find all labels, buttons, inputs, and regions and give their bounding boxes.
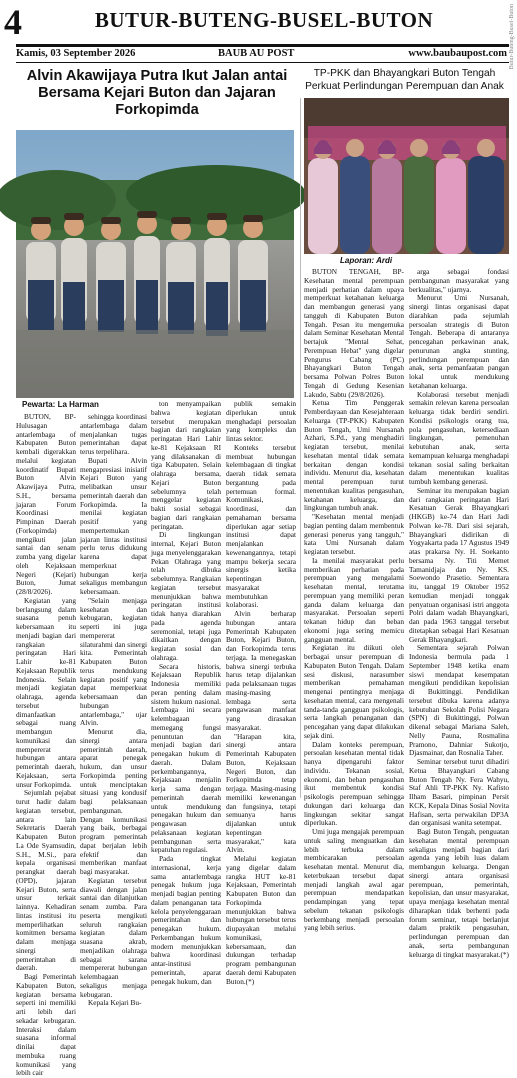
paragraph: Kegiatan yang berlangsung dalam suasana penuh kebersamaan itu menjadi bagian dari rangkaian peringatan Hari Lahir ke-81 Kejaksaan Republik Indonesia. Selain menjadi kegiatan olahraga, agenda tersebut dimanfaatkan sebagai ruang membangun komunikasi dan mempererat hubungan antara pemerintah daerah, Kejaksaan, serta unsur Forkopimda. — [16, 595, 76, 789]
right-article-headline: TP-PKK dan Bhayangkari Buton Tengah Perkuat Perlindungan Perempuan dan Anak — [305, 68, 504, 92]
paragraph: Bupati Alvin mengapresiasi inisiatif Kejari Buton yang melibatkan unsur pemerintah daerah dan Forkopimda. Ia menilai kegiatan positif yang mempertemukan jajaran lintas institusi perlu terus didukung karena dapat memperkuat hubungan kerja sekaligus membangun kebersamaan. — [80, 455, 147, 596]
paragraph: Seminar tersebut turut dihadiri Ketua Bhayangkari Cabang Buton Tengah Ny. Fera Wahyu, Staf Ahli TP-PKK Ny. Kafisto Ilham Basari, pimpinan Persit KCK, Kepala Dinas Sosial Novita Hafisan, serta perwakilan DP3A dan organisasi wanita setempat. — [409, 757, 509, 828]
paragraph: "Kesehatan mental menjadi bagian penting dalam membentuk generasi penerus yang tangguh," kata Umi Nursanah dalam kegiatan tersebut. — [304, 512, 404, 556]
paragraph: Bagi Buton Tengah, penguatan kesehatan mental perempuan sekaligus menjadi bagian dari agenda yang lebih luas dalam membangun keluarga. Dengan sinergi antara organisasi perempuan, pemerintah, kepolisian, dan unsur masyarakat, upaya menjaga kesehatan mental diharapkan tidak berhenti pada forum seminar, tetapi berlanjut dalam praktik pengasuhan, perlindungan perempuan dan anak, serta pembangunan keluarga di tingkat masyarakat.(*) — [409, 827, 509, 959]
masthead-rule-top — [16, 44, 509, 47]
left-article-photo — [16, 130, 294, 398]
column-divider-1 — [300, 98, 301, 798]
paragraph: Sementara sejarah Polwan Indonesia bermula pada 1 September 1948 ketika enam siswi mendapat kesempatan mengikuti pendidikan kepolisian di Bukittinggi. Pendidikan tersebut dibuka karena adanya kebutuhan Sekolah Polisi Negara (SPN) di Bukittinggi, Polwan dikenal sebagai Mariana Saleh, Nelly Pauna, Rosmalina Pramono, Dahniar Sukotjo, Djasmainar, dan Rosnalia Taher. — [409, 643, 509, 758]
paragraph: Sejumlah pejabat turut hadir dalam kegiatan tersebut, antara lain Sekretaris Daerah Kabupaten Buton La Ode Syamsudin, S.H., M.Si., para kepala organisasi perangkat daerah (OPD), jajaran Kejari Buton, serta unsur terkait lainnya. Kehadiran lintas institusi itu memperlihatkan komitmen bersama dalam menjaga sinergi pemerintahan di daerah. — [16, 788, 76, 973]
paragraph: Di lingkungan internal, Kejari Buton juga menyelenggarakan Pekan Olahraga yang telah dibuka sebelumnya. Rangkaian kegiatan tersebut menunjukkan bahwa peringatan institusi tidak hanya diarahkan pada agenda seremonial, tetapi juga dikaitkan dengan kegiatan sosial dan olahraga. — [151, 530, 221, 662]
paragraph: ton menyampaikan bahwa kegiatan tersebut merupakan bagian dari rangkaian peringatan Hari Lahir ke-81 Kejaksaan RI yang dilaksanakan di tiga Kabupaten. Selain olahraga bersama, Kejari Buton sebelumnya telah menggelar kegiatan bakti sosial sebagai bagian dari rangkaian peringatan. — [151, 399, 221, 531]
left-photo-caption: Pewarta: La Harman — [22, 400, 99, 409]
page-number: 4 — [4, 2, 22, 42]
paragraph: publik semakin diperlukan untuk menghadapi persoalan yang kompleks dan lintas sektor. — [226, 399, 296, 443]
paragraph: Melalui kegiatan yang digelar dalam rangka HUT ke-81 Kejaksaan, Pemerintah Kabupaten Buton dan Forkopimda menunjukkan bahwa hubungan tersebut terus diupayakan melalui komunikasi, kebersamaan, dan dukungan terhadap program pembangunan daerah demi Kabupaten Buton.(*) — [226, 854, 296, 986]
masthead-rule-bottom — [16, 62, 509, 63]
left-article-column-4 — [226, 399, 296, 986]
issue-date: Kamis, 03 September 2026 — [16, 48, 136, 59]
paragraph: BUTON TENGAH, BP-Kesehatan mental perempuan menjadi perhatian dalam upaya memperkuat ketahanan keluarga dan membangun generasi yang tangguh di Kabupaten Buton Tengah. Pesan itu mengemuka dalam Seminar Kesehatan Mental bertajuk "Mental Sehat, Perempuan Hebat" yang digelar Pengurus Cabang (PC) Bhayangkari Buton Tengah bersama Polwan Polres Buton Tengah di Gedung Kesenian Lakudo, Sabtu (29/8/2026). — [304, 267, 404, 399]
paragraph: Kegiatan tersebut diawali dengan jalan santai dan dilanjutkan senam zumba. Para peserta mengikuti seluruh rangkaian kegiatan dalam suasana akrab, menjadikan olahraga sebagai sarana mempererat hubungan kelembagaan sekaligus menjaga kebugaran. — [80, 875, 147, 999]
paragraph: BUTON, BP-Hulusagan antarlembaga of Kabupaten Buton kembali digerakkan melalui kegiatan koordinatif Bupati Buton Alvin Akawijaya Putra, S.H., bersama jajaran Forum Koordinasi Pimpinan Daerah (Forkopimda) mengikuti jalan santai dan senam zumba yang digelar oleh Kejaksaan Negeri (Kejari) Buton, Jumat (28/8/2026). — [16, 412, 76, 596]
paragraph: Alvin berharap hubungan antara Pemerintah Kabupaten Buton, Kejari Buton, dan Forkopimda terus terjaga. Ia menegaskan bahwa sinergi terbuka harus tetap dijalankan pada pelaksanaan tugas masing-masing lembaga serta pengawasan manfaat yang dirasakan masyarakat. — [226, 609, 296, 732]
publication-name: BAUB AU POST — [218, 48, 295, 59]
paragraph: Dalam konteks perempuan, persoalan kesehatan mental tidak hanya dipengaruhi faktor individu. Tekanan sosial, ekonomi, dan beban pengasuhan ikut membentuk kondisi psikologis perempuan sehingga dukungan dari keluarga dan lingkungan sekitar sangat diperlukan. — [304, 739, 404, 828]
paragraph: Pada tingkat internasional, kerja sama antarlembaga penegak hukum juga menjadi bagian penting dalam penanganan tata kelola penyelenggaraan pemerintahan dan penegakan hukum. Perkembangan hukum modern menunjukkan bahwa koordinasi antar-institusi pemerintah, aparat penegak hukum, dan — [151, 854, 221, 986]
event-photo-seminar — [304, 98, 509, 254]
paragraph: Menurut dia, sinergi antara pemerintah daerah, aparat penegak hukum, dan unsur Forkopimda penting untuk menciptakan situasi yang kondusif bagi pelaksanaan pembangunan. Dengan komunikasi yang baik, berbagai program pemerintah dapat berjalan lebih efektif dan memberikan manfaat bagi masyarakat. — [80, 727, 147, 876]
right-article-photo — [304, 98, 509, 254]
paragraph: Menurut Umi Nursanah, sinergi lintas organisasi dapat diarahkan pada sejumlah persoalan strategis di Buton Tengah. Beberapa di antaranya pencegahan perkawinan anak, penurunan angka stunting, perlindungan perempuan dan anak, serta pemanfaatan pangan lokal untuk mendukung ketahanan keluarga. — [409, 293, 509, 390]
paragraph: Kepala Kejari Bu- — [88, 998, 142, 1008]
event-photo-jalan-santai — [16, 130, 294, 398]
paragraph: "Harapan kita, sinergi antara Pemerintah Kabupaten Buton, Kejaksaan Negeri Buton, dan Forkopimda tetap terjaga. Masing-masing memiliki kewenangan dan fungsinya, tetapi semuanya harus dijalankan untuk kepentingan masyarakat," kata Alvin. — [226, 731, 296, 855]
paragraph: sehingga koordinasi antarlembaga dalam menjalankan tugas pemerintahan dapat terus terpelihara. — [80, 412, 147, 456]
paragraph: Ia menilai masyarakat perlu memberikan perhatian pada perempuan yang mengalami kesehatan mental, terutama perempuan yang memiliki peran ganda dalam keluarga dan masyarakat. Persoalan seperti tekanan hidup dan beban ekonomi juga sering memicu gangguan mental. — [304, 555, 404, 644]
paragraph: Kegiatan itu diikuti oleh berbagai unsur perempuan di Kabupaten Buton Tengah. Dalam sesi diskusi, narasumber memberikan pemahaman mengenai pentingnya menjaga kesehatan mental, cara mengenali tanda-tanda gangguan psikologis, serta langkah penanganan dan pencegahan yang dapat dilakukan sejak dini. — [304, 643, 404, 740]
left-article-column-1 — [16, 412, 76, 1078]
left-article-column-2 — [80, 412, 147, 1008]
side-strip-text: Butur-Buteng-Busel-Buton — [509, 4, 515, 70]
paragraph: Seminar itu merupakan bagian dari rangkaian peringatan Hari Kesatuan Gerak Bhayangkari (HKGB) ke-74 dan Hari Jadi Polwan ke-78. Dari sisi sejarah, Bhayangkari didirikan di Yogyakarta pada 17 Agustus 1949 atas prakarsa Ny. H. Soekanto bersama Ny. Titi Memet Tamanidjaja dan Ny. KS. Soewondo Prasetio. Sementara itu, tanggal 19 Oktober 1952 kemudian menjadi tonggak penyatuan organisasi istri anggota Polri dalam wadah Bhayangkari, dan pada 1963 tanggal tersebut ditetapkan sebagai Hari Kesatuan Gerak Bhayangkari. — [409, 485, 509, 644]
paragraph: Konteks tersebut membuat hubungan kelembagaan di tingkat daerah tidak semata bergantung pada pertemuan formal. Komunikasi, koordinasi, dan pemahaman bersama diperlukan agar setiap institusi dapat menjalankan kewenangannya, tetapi mampu bekerja secara sinergis ketika kepentingan masyarakat membutuhkan kolaborasi. — [226, 442, 296, 610]
paragraph: Kolaborasi tersebut menjadi semakin relevan karena persoalan keluarga tidak berdiri sendiri. Kondisi psikologis orang tua, pola pengasuhan, ketersediaan lingkungan, pemenuhan kebutuhan anak, serta kemampuan keluarga menghadapi tekanan sosial saling berkaitan dalam menentukan kualitas tumbuh kembang generasi. — [409, 389, 509, 486]
paragraph: Bagi Pemerintah Kabupaten Buton, kegiatan bersama seperti ini memiliki arti lebih dari sekadar kebugaran. Interaksi dalam suasana informal dinilai dapat membuka ruang komunikasi yang lebih cair — [16, 972, 76, 1078]
masthead-title: BUTUR-BUTENG-BUSEL-BUTON — [94, 8, 434, 32]
right-article-column-2 — [409, 267, 509, 959]
paragraph: "Selain menjaga kesehatan dan kebugaran, kegiatan seperti ini juga mempererat silaturahmi dan sinergi kita. Pemerintah Kabupaten Buton terus mendukung kegiatan positif yang dapat memperkuat kebersamaan dan hubungan antarlembaga," ujar Alvin. — [80, 595, 147, 728]
left-article-headline: Alvin Akawijaya Putra Ikut Jalan antai Bersama Kejari Buton dan Jajaran Forkopimda — [26, 68, 288, 118]
paragraph: arga sebagai fondasi pembangunan masyarakat yang berkualitas," ujarnya. — [409, 267, 509, 294]
right-photo-caption: Laporan: Ardi — [340, 256, 393, 265]
right-article-column-1 — [304, 267, 404, 933]
paragraph: Ketua Tim Penggerak Pemberdayaan dan Kesejahteraan Keluarga (TP-PKK) Kabupaten Buton Tengah, Umi Nursanah Azhari, S.Pd., yang menghadiri kegiatan tersebut, menilai kesehatan mental tidak semata berkaitan dengan kondisi individu. Menurut dia, kesehatan mental perempuan turut menentukan kualitas pengasuhan, ketahanan keluarga, dan lingkungan tumbuh anak. — [304, 398, 404, 513]
left-article-column-3 — [151, 399, 221, 986]
website-url: www.baubaupost.com — [408, 48, 507, 59]
paragraph: Secara historis, Kejaksaan Republik Indonesia memiliki peran penting dalam sistem hukum nasional. Lembaga ini secara kelembagaan memegang fungsi penuntutan dan menjadi bagian dari penegakan hukum di daerah. Dalam perkembangannya, Kejaksaan menjalin kerja sama dengan pemerintah daerah untuk mendukung penegakan hukum dan pengawasan pelaksanaan kegiatan pembangunan serta kepatuhan regulasi. — [151, 661, 221, 855]
paragraph: Umi juga mengajak perempuan untuk saling menguatkan dan lebih terbuka dalam membicarakan persoalan kesehatan mental. Menurut dia, keterbukaan tersebut dapat menjadi langkah awal agar perempuan mendapatkan pendampingan yang tepat sebelum tekanan psikologis berkembang menjadi persoalan yang lebih serius. — [304, 827, 404, 933]
